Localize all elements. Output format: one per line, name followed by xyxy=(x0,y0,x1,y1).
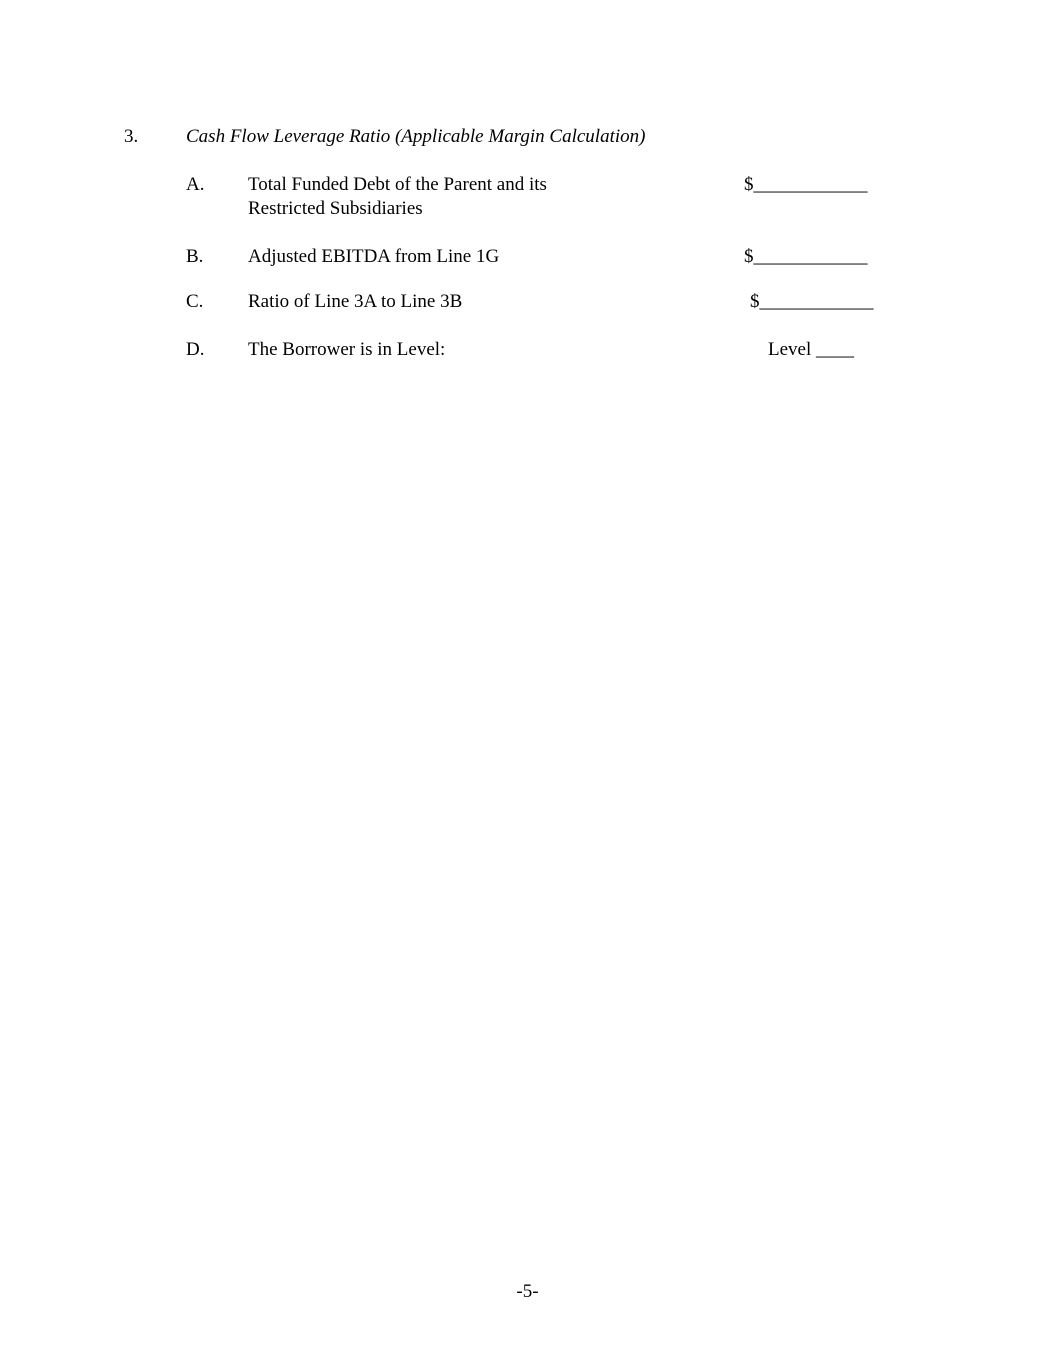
item-c-text: Ratio of Line 3A to Line 3B xyxy=(248,291,463,312)
item-d-level-field: Level ____ xyxy=(768,339,855,360)
page-number: -5- xyxy=(516,1281,539,1302)
item-c-letter: C. xyxy=(186,291,204,312)
item-b-letter: B. xyxy=(186,246,204,267)
item-c-value-field: $____________ xyxy=(750,291,874,312)
item-a-value-field: $____________ xyxy=(744,174,868,195)
item-b-value-field: $____________ xyxy=(744,246,868,267)
section-number: 3. xyxy=(124,126,139,147)
item-a-letter: A. xyxy=(186,174,205,195)
item-a-text-line1: Total Funded Debt of the Parent and its xyxy=(248,174,547,195)
item-d-letter: D. xyxy=(186,339,205,360)
item-d-text: The Borrower is in Level: xyxy=(248,339,446,360)
section-title: Cash Flow Leverage Ratio (Applicable Margin Calculation) xyxy=(186,126,646,147)
item-a-text-line2: Restricted Subsidiaries xyxy=(248,198,423,219)
item-b-text: Adjusted EBITDA from Line 1G xyxy=(248,246,500,267)
